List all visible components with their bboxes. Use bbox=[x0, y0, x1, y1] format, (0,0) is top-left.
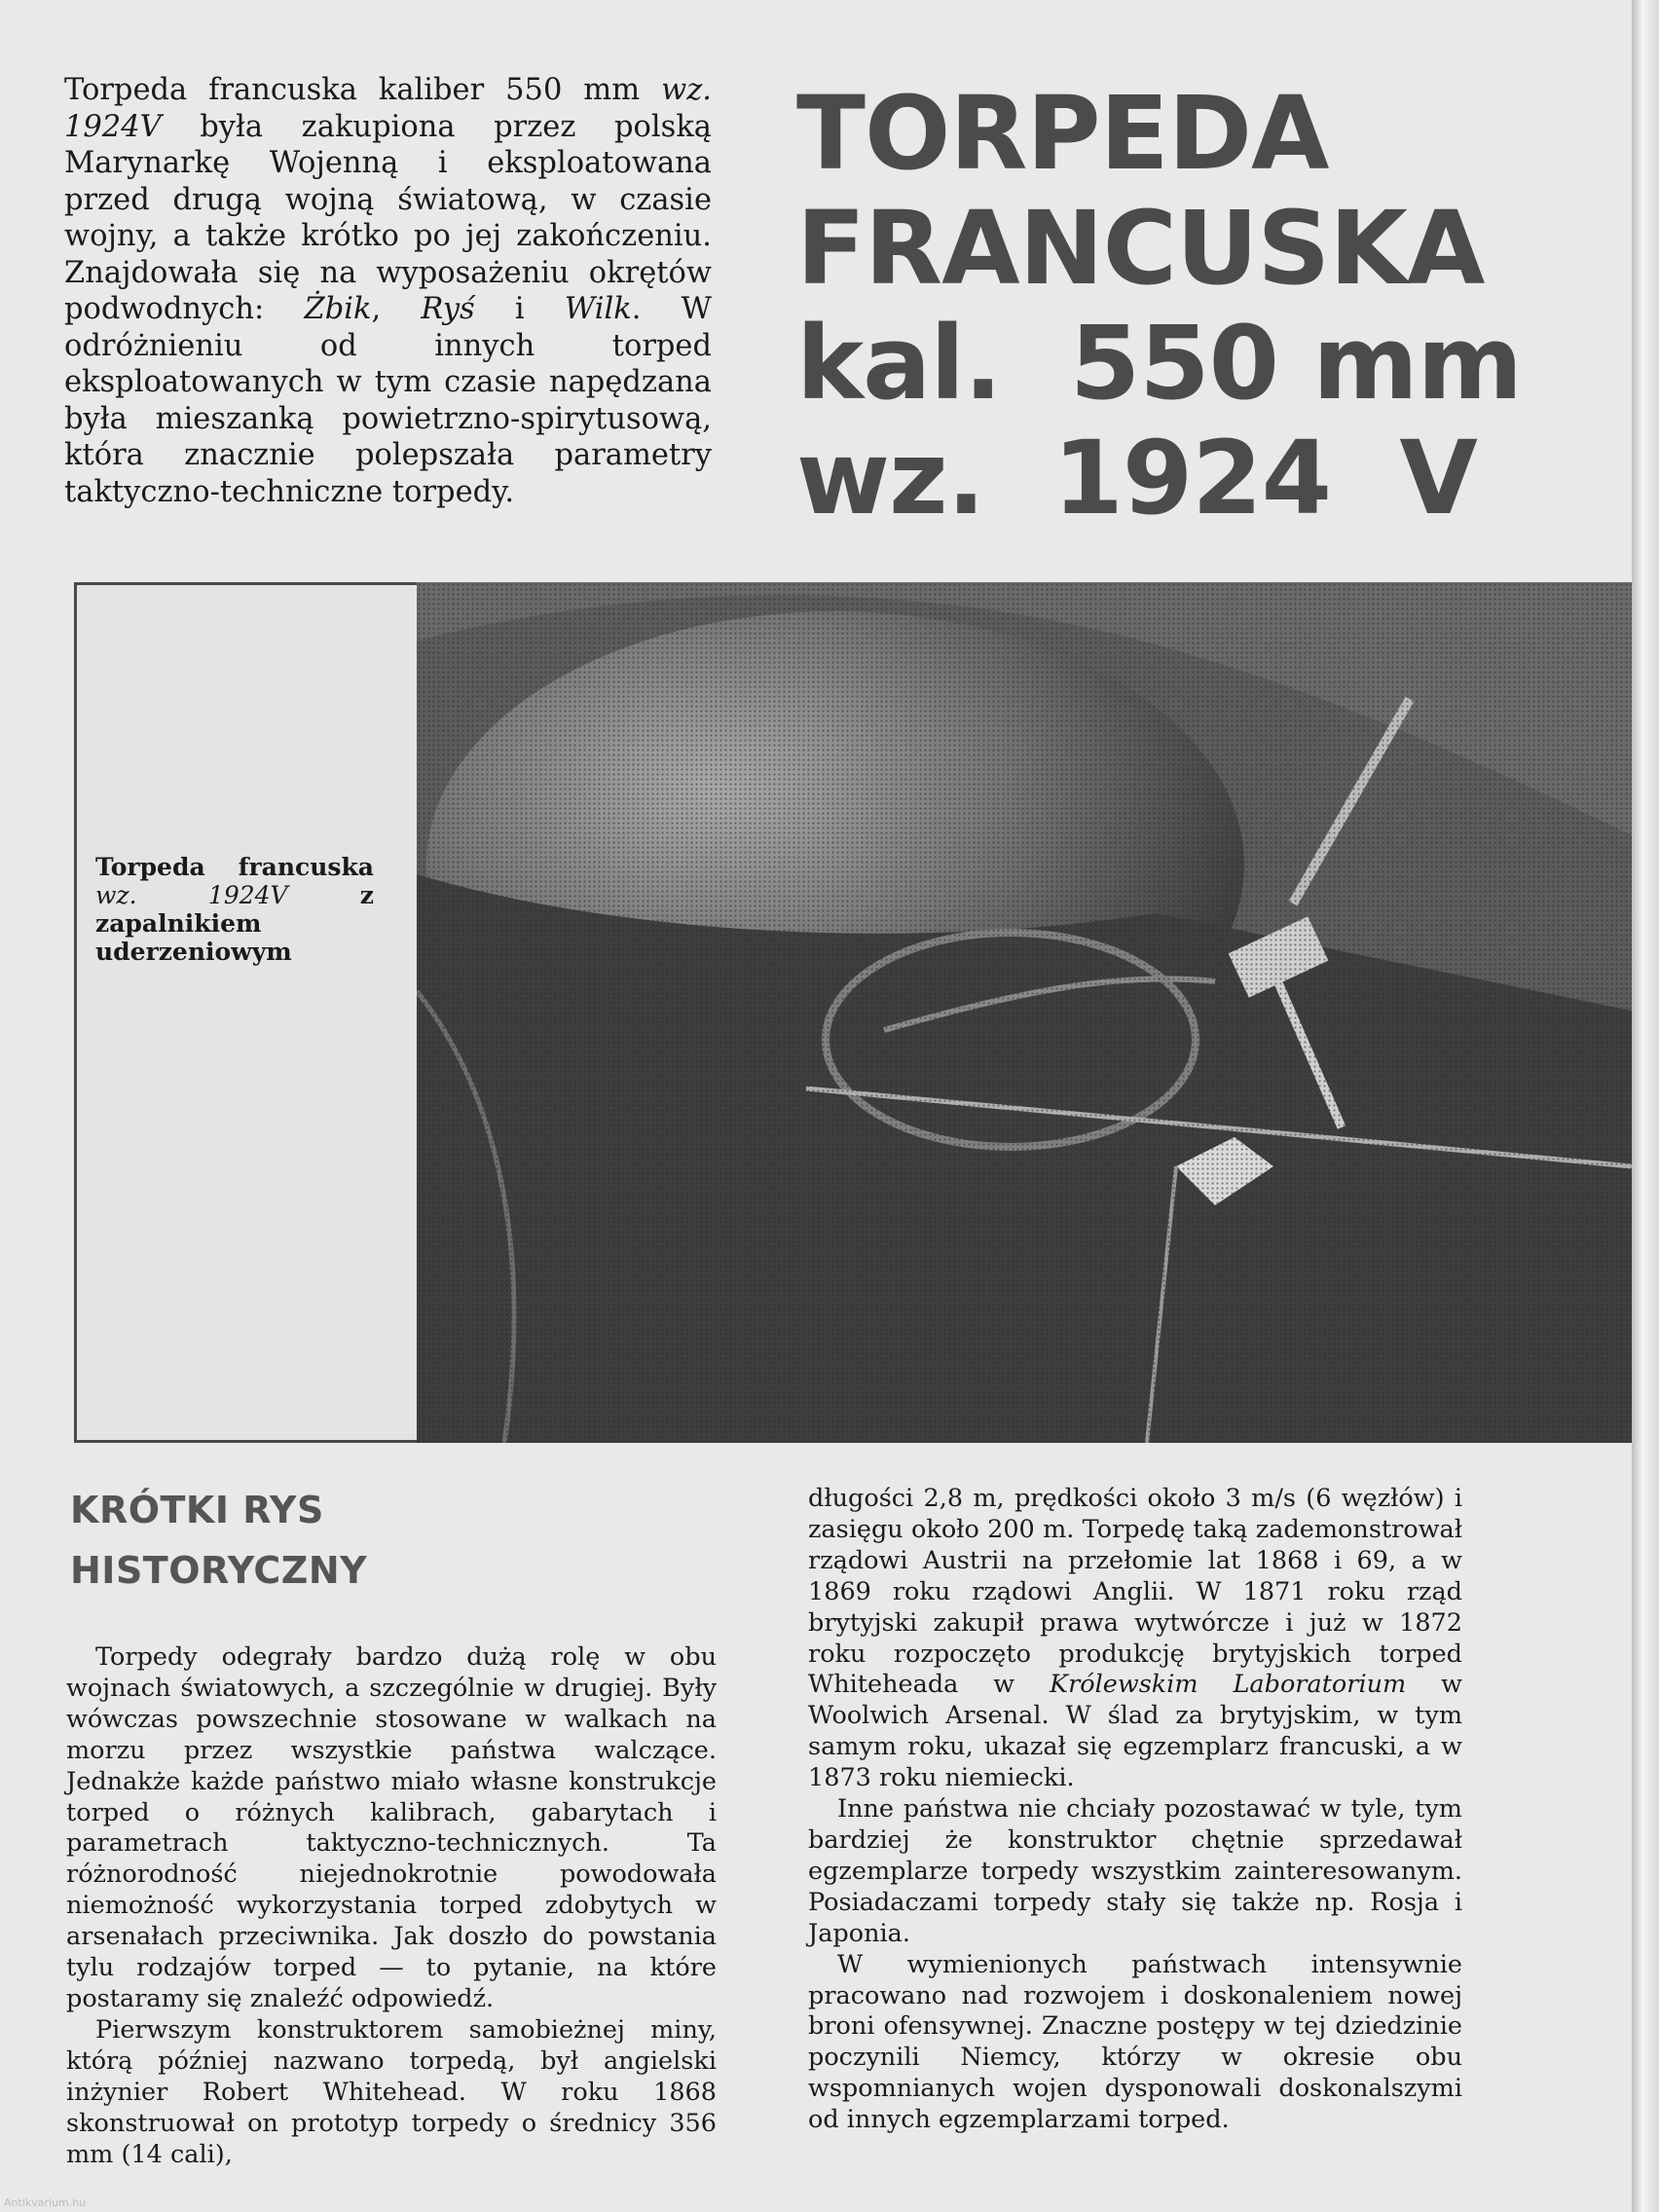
right-paragraph-1: długości 2,8 m, prędkości około 3 m/s (6 węzłów) i zasięgu około 200 m. Torpedę taką zademonstrował rządowi Austrii na przełomie lat 1868 i 69, a w 1869 roku rządowi Anglii. W 1871 roku rząd brytyjski zakupił prawa wytwórcze i już w 1872 roku rozpoczęto produkcję brytyjskich torped Whiteheada w Królewskim Laboratorium w Woolwich Arsenal. W ślad za brytyjskim, w tym samym roku, ukazał się egzemplarz francuski, a w 1873 roku niemiecki. bbox=[808, 1484, 1462, 1793]
right-paragraph-2: Inne państwa nie chciały pozostawać w tyle, tym bardziej że konstruktor chętnie sprzedawał egzemplarze torpedy wszystkim zainteresowanym. Posiadaczami torpedy stały się także np. Rosja i Japonia. bbox=[808, 1794, 1462, 1948]
right-column bbox=[808, 1484, 1462, 2136]
title-line-3: kal. 550 mm bbox=[796, 304, 1522, 423]
watermark: Antikvarium.hu bbox=[4, 2196, 87, 2209]
torpedo-illustration bbox=[417, 582, 1632, 1443]
left-column bbox=[66, 1642, 717, 2170]
section-title bbox=[70, 1480, 557, 1601]
page-edge bbox=[1632, 0, 1659, 2212]
section-title-line-1: KRÓTKI RYS bbox=[70, 1489, 324, 1531]
right-paragraph-3: W wymienionych państwach intensywnie pracowano nad rozwojem i doskonaleniem nowej broni ofensywnej. Znaczne postępy w tej dziedzinie poczynili Niemcy, którzy w okresie obu wspomnianych wojen dysponowali doskonalszymi od innych egzemplarzami torped. bbox=[808, 1949, 1462, 2135]
title-line-2: FRANCUSKA bbox=[796, 189, 1485, 308]
article-title bbox=[796, 74, 1522, 537]
title-line-1: TORPEDA bbox=[796, 74, 1329, 193]
left-paragraph-1: Torpedy odegrały bardzo dużą rolę w obu wojnach światowych, a szczególnie w drugiej. Były wówczas powszechnie stosowane w walkach na morzu przez wszystkie państwa walczące. Jednakże każde państwo miało własne konstrukcje torped o różnych kalibrach, gabarytach i parametrach taktyczno-technicznych. Ta różnorodność niejednokrotnie powodowała niemożność wykorzystania torped zdobytych w arsenałach przeciwnika. Jak doszło do powstania tylu rodzajów torped — to pytanie, na które postaramy się znaleźć odpowiedź. bbox=[66, 1642, 717, 2013]
left-paragraph-2: Pierwszym konstruktorem samobieżnej miny, którą później nazwano torpedą, był angielski inżynier Robert Whitehead. W roku 1868 skonstruował on prototyp torpedy o średnicy 356 mm (14 cali), bbox=[66, 2014, 717, 2169]
title-line-4: wz. 1924 V bbox=[796, 419, 1477, 537]
photo-caption: Torpeda francuska wz. 1924V z zapalnikiem uderzeniowym bbox=[95, 853, 374, 966]
section-title-line-2: HISTORYCZNY bbox=[70, 1549, 368, 1592]
torpedo-photo bbox=[417, 582, 1632, 1443]
intro-paragraph: Torpeda francuska kaliber 550 mm wz. 1924V była zakupiona przez polską Marynarkę Wojenną i eksploatowana przed drugą wojną światową, w czasie wojny, a także krótko po jej zakończeniu. Znajdowała się na wyposażeniu okrętów podwodnych: Żbik, Ryś i Wilk. W odróżnieniu od innych torped eksploatowanych w tym czasie napędzana była mieszanką powietrzno-spirytusową, która znacznie polepszała parametry taktyczno-techniczne torpedy. bbox=[64, 73, 712, 509]
